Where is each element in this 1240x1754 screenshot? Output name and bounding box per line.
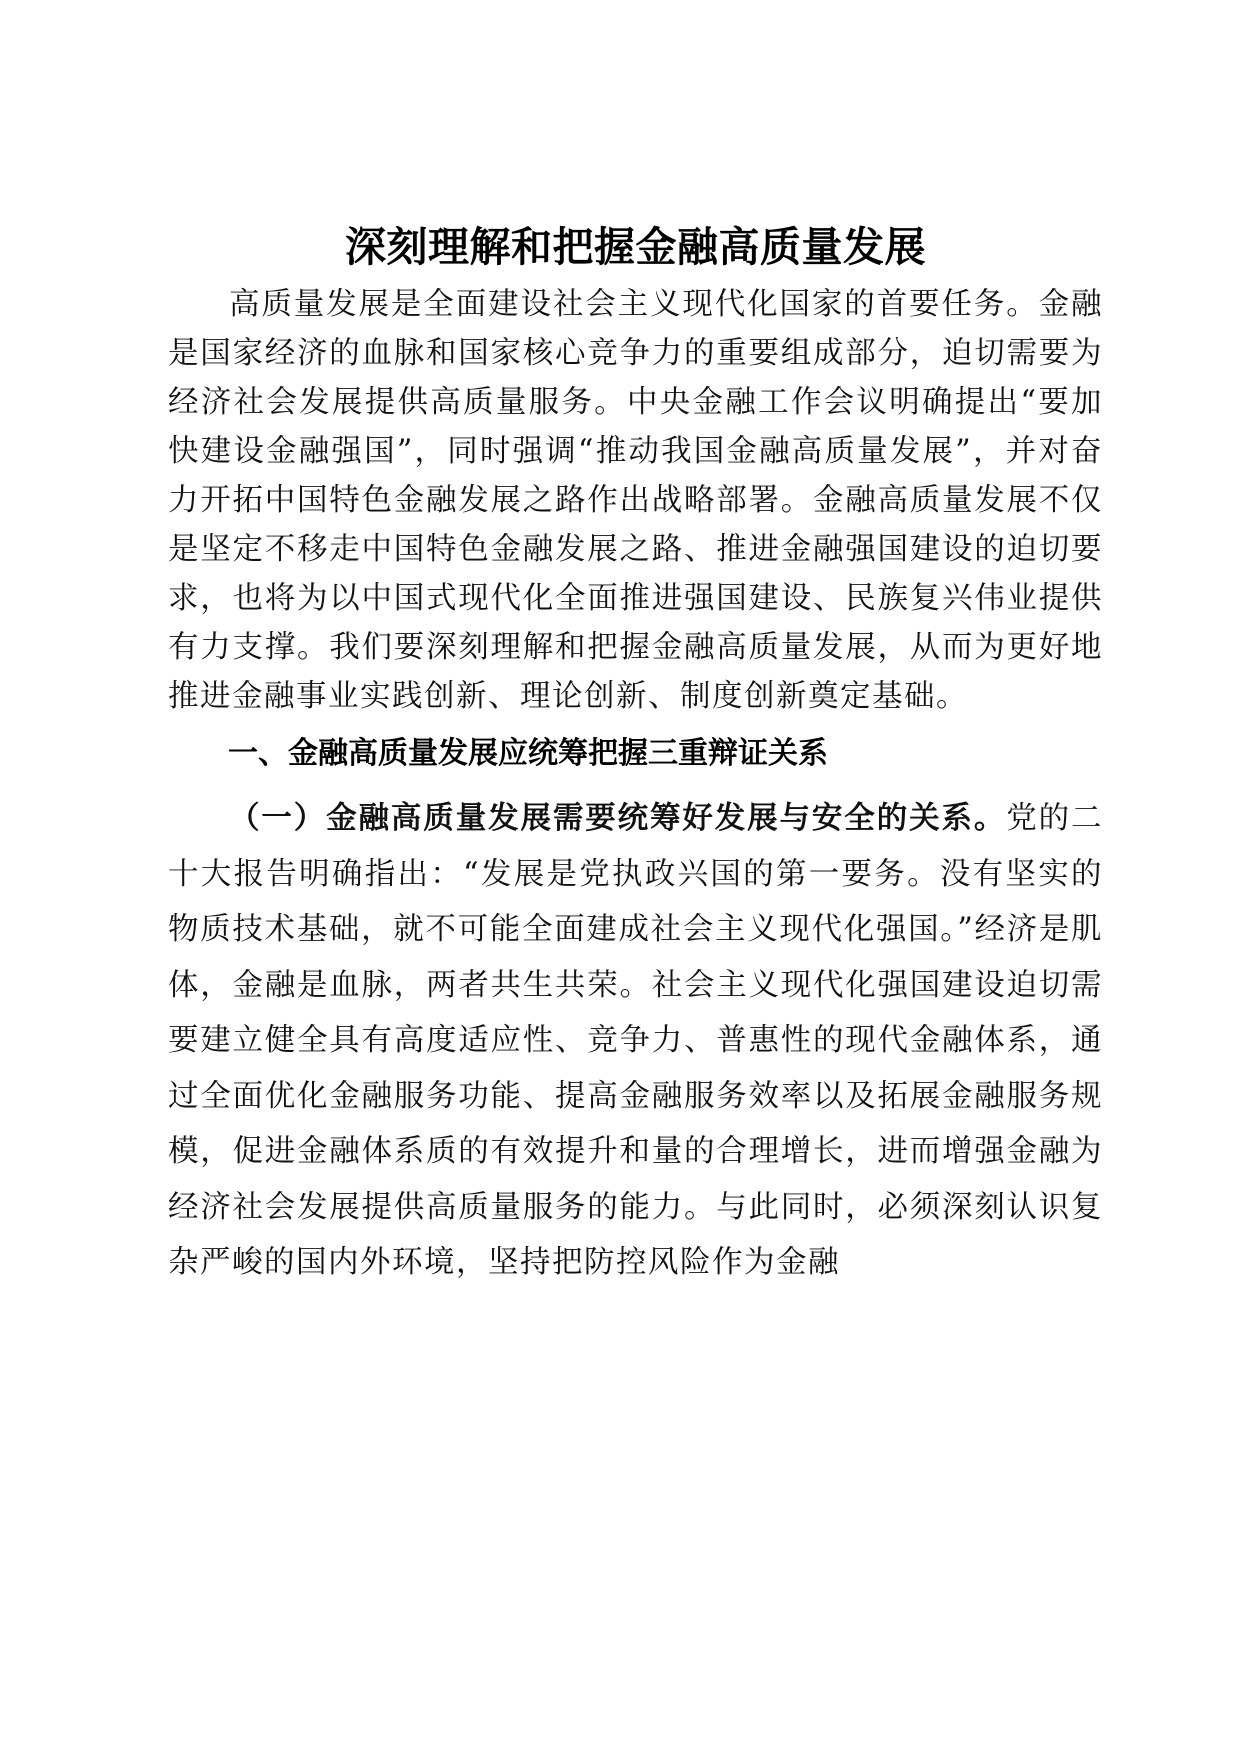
subsection-body: 党的二十大报告明确指出：“发展是党执政兴国的第一要务。没有坚实的物质技术基础，就不可能全面建成社会主义现代化强国。”经济是肌体，金融是血脉，两者共生共荣。社会主义现代化强国建设迫切需要建立健全具有高度适应性、竞争力、普惠性的现代金融体系，通过全面优化金融服务功能、提高金融服务效率以及拓展金融服务规模，促进金融体系质的有效提升和量的合理增长，进而增强金融为经济社会发展提供高质量服务的能力。与此同时，必须深刻认识复杂严峻的国内外环境，坚持把防控风险作为金融 — [168, 801, 1104, 1280]
subsection-lead: （一）金融高质量发展需要统筹好发展与安全的关系。 — [229, 800, 1007, 836]
section-heading: 一、金融高质量发展应统筹把握三重辩证关系 — [228, 736, 828, 771]
document-body — [168, 218, 1103, 1291]
subsection-paragraph — [168, 791, 1103, 1291]
document-title: 深刻理解和把握金融高质量发展 — [345, 223, 926, 271]
intro-paragraph: 高质量发展是全面建设社会主义现代化国家的首要任务。金融是国家经济的血脉和国家核心竞争力的重要组成部分，迫切需要为经济社会发展提供高质量服务。中央金融工作会议明确提出“要加快建设金融强国”，同时强调“推动我国金融高质量发展”，并对奋力开拓中国特色金融发展之路作出战略部署。金融高质量发展不仅是坚定不移走中国特色金融发展之路、推进金融强国建设的迫切要求，也将为以中国式现代化全面推进强国建设、民族复兴伟业提供有力支撑。我们要深刻理解和把握金融高质量发展，从而为更好地推进金融事业实践创新、理论创新、制度创新奠定基础。 — [168, 287, 1103, 714]
